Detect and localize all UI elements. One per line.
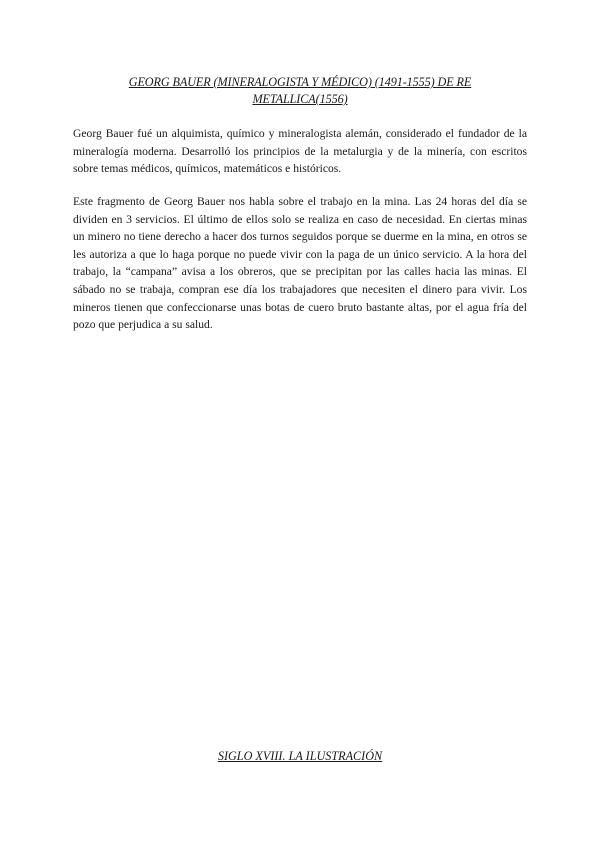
paragraph-mine-work: Este fragmento de Georg Bauer nos habla sobre el trabajo en la mina. Las 24 horas del día se dividen en 3 servicios. El último de ellos solo se realiza en caso de necesidad. En ciertas minas un minero no tiene derecho a hacer dos turnos seguidos porque se duerme en la mina, en otros se les autoriza a que lo haga porque no puede vivir con la paga de un único servicio. A la hora del trabajo, la “campana” avisa a los obreros, que se precipitan por las calles hacia las minas. El sábado no se trabaja, compran ese día los trabajadores que necesiten el dinero para vivir. Los mineros tienen que confeccionarse unas botas de cuero bruto bastante altas, por el agua fría del pozo que perjudica a su salud. [73, 195, 527, 332]
section-heading: SIGLO XVIII. LA ILUSTRACIÓN [217, 749, 383, 763]
document-title: GEORG BAUER (MINERALOGISTA Y MÉDICO) (1491-1555) DE RE METALLICA(1556) [128, 75, 472, 106]
paragraph-biography: Georg Bauer fué un alquimista, químico y mineralogista alemán, considerado el fundador de la mineralogía moderna. Desarrolló los principios de la metalurgia y de la minería, con escritos sobre temas médicos, químicos, matemáticos e históricos. [73, 127, 527, 176]
